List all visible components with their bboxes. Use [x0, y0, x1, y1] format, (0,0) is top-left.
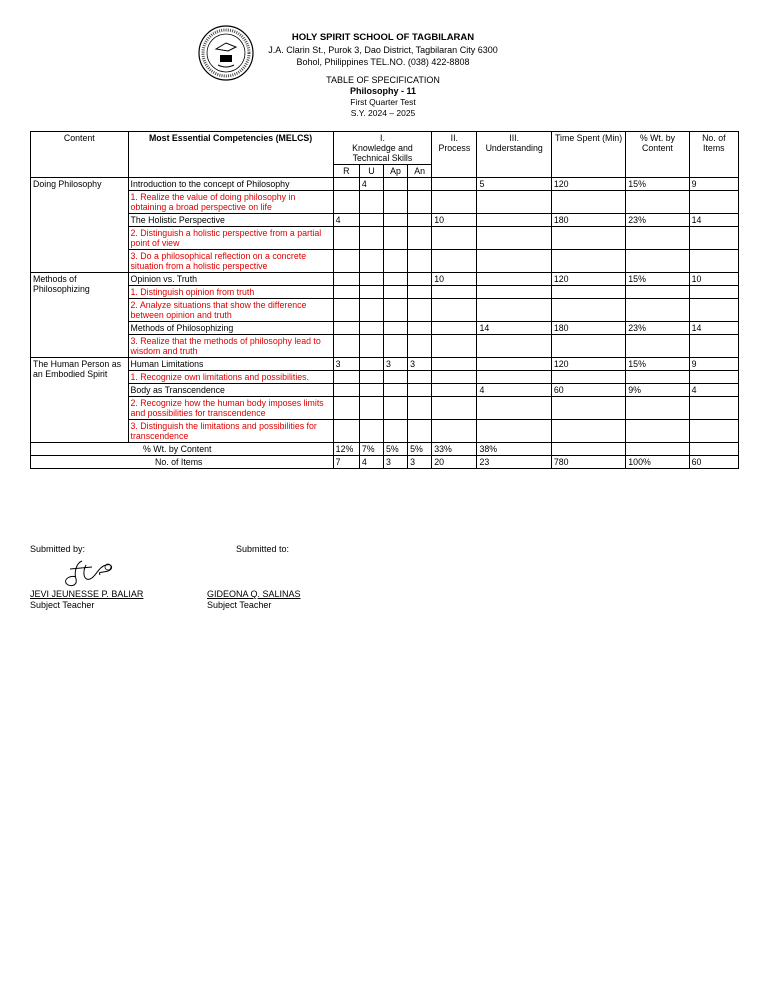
total-r: 7	[333, 456, 359, 469]
cell-process: 10	[432, 273, 477, 286]
cell-weight: 15%	[626, 273, 689, 286]
competency-cell: 3. Do a philosophical reflection on a concrete situation from a holistic perspective	[128, 250, 333, 273]
cell-time: 180	[551, 322, 625, 335]
weight-row	[31, 443, 739, 456]
competency-cell: Opinion vs. Truth	[128, 273, 333, 286]
competency-cell: 2. Analyze situations that show the difference between opinion and truth	[128, 299, 333, 322]
competency-cell: 2. Distinguish a holistic perspective from a partial point of view	[128, 227, 333, 250]
cell-ap: 3	[383, 358, 407, 371]
total-understanding: 23	[477, 456, 551, 469]
table-row	[31, 384, 739, 397]
competency-cell: Methods of Philosophizing	[128, 322, 333, 335]
content-cell: Doing Philosophy	[31, 178, 129, 273]
total-u: 4	[359, 456, 383, 469]
cell-items: 14	[689, 214, 738, 227]
table-row	[31, 273, 739, 286]
competency-cell: 3. Realize that the methods of philosophy lead to wisdom and truth	[128, 335, 333, 358]
table-row	[31, 358, 739, 371]
table-header-row	[31, 132, 739, 165]
col-header-ap: Ap	[383, 165, 407, 178]
table-row	[31, 397, 739, 420]
spec-subject: Philosophy - 11	[349, 86, 416, 96]
totals-row	[31, 456, 739, 469]
school-address-1: J.A. Clarin St., Purok 3, Dao District, Tagbilaran City 6300	[268, 45, 498, 55]
cell-time: 120	[551, 178, 625, 191]
submitted-by-name: JEVI JEUNESSE P. BALIAR	[30, 589, 144, 599]
cell-weight: 15%	[626, 178, 689, 191]
competency-cell: Body as Transcendence	[128, 384, 333, 397]
table-row	[31, 371, 739, 384]
school-name: HOLY SPIRIT SCHOOL OF TAGBILARAN	[291, 32, 475, 43]
competency-cell: Introduction to the concept of Philosophy	[128, 178, 333, 191]
submitted-by-block	[30, 589, 143, 611]
specification-table	[30, 131, 739, 469]
col-header-u: U	[359, 165, 383, 178]
cell-time: 180	[551, 214, 625, 227]
weight-u: 7%	[359, 443, 383, 456]
col-header-time: Time Spent (Min)	[551, 132, 625, 178]
table-row	[31, 322, 739, 335]
weight-ap: 5%	[383, 443, 407, 456]
totals-row-label: No. of Items	[31, 456, 334, 469]
competency-cell: 3. Distinguish the limitations and possibilities for transcendence	[128, 420, 333, 443]
table-row	[31, 178, 739, 191]
submitted-by-label: Submitted by:	[30, 544, 86, 554]
cell-weight: 23%	[626, 214, 689, 227]
competency-cell: 1. Distinguish opinion from truth	[128, 286, 333, 299]
table-row	[31, 250, 739, 273]
cell-understanding: 5	[477, 178, 551, 191]
table-row	[31, 214, 739, 227]
cell-an: 3	[408, 358, 432, 371]
weight-an: 5%	[408, 443, 432, 456]
table-row	[31, 227, 739, 250]
total-ap: 3	[383, 456, 407, 469]
total-an: 3	[408, 456, 432, 469]
spec-title: TABLE OF SPECIFICATION	[326, 75, 440, 85]
competency-cell: Human Limitations	[128, 358, 333, 371]
table-row	[31, 299, 739, 322]
cell-time: 60	[551, 384, 625, 397]
competency-cell: The Holistic Perspective	[128, 214, 333, 227]
table-row	[31, 191, 739, 214]
spec-header	[200, 75, 566, 119]
cell-understanding: 4	[477, 384, 551, 397]
weight-row-label: % Wt. by Content	[31, 443, 334, 456]
submitted-to-block	[207, 589, 301, 611]
cell-r: 3	[333, 358, 359, 371]
weight-r: 12%	[333, 443, 359, 456]
spec-exam: First Quarter Test	[350, 97, 416, 107]
cell-items: 4	[689, 384, 738, 397]
total-weight: 100%	[626, 456, 689, 469]
total-process: 20	[432, 456, 477, 469]
cell-process: 10	[432, 214, 477, 227]
col-header-items: No. of Items	[689, 132, 738, 178]
weight-process: 33%	[432, 443, 477, 456]
cell-r: 4	[333, 214, 359, 227]
submitted-to-name: GIDEONA Q. SALINAS	[207, 589, 301, 599]
col-header-process: II. Process	[432, 132, 477, 178]
total-time: 780	[551, 456, 625, 469]
cell-u: 4	[359, 178, 383, 191]
cell-understanding: 14	[477, 322, 551, 335]
col-header-r: R	[333, 165, 359, 178]
cell-weight: 9%	[626, 384, 689, 397]
spec-school-year: S.Y. 2024 – 2025	[350, 108, 416, 118]
cell-weight: 23%	[626, 322, 689, 335]
submitted-to-label: Submitted to:	[236, 544, 290, 554]
table-row	[31, 335, 739, 358]
cell-time: 120	[551, 358, 625, 371]
submitted-to-role: Subject Teacher	[207, 600, 272, 610]
competency-cell: 2. Recognize how the human body imposes limits and possibilities for transcendence	[128, 397, 333, 420]
school-address-2: Bohol, Philippines TEL.NO. (038) 422-8808	[296, 57, 470, 67]
total-items: 60	[689, 456, 738, 469]
col-header-content: Content	[31, 132, 129, 178]
cell-items: 9	[689, 178, 738, 191]
school-header	[200, 32, 566, 68]
col-header-an: An	[408, 165, 432, 178]
cell-items: 10	[689, 273, 738, 286]
cell-time: 120	[551, 273, 625, 286]
content-cell: Methods of Philosophizing	[31, 273, 129, 358]
content-cell: The Human Person as an Embodied Spirit	[31, 358, 129, 443]
col-header-understanding: III. Understanding	[477, 132, 551, 178]
table-row	[31, 420, 739, 443]
cell-items: 14	[689, 322, 738, 335]
col-header-knowledge: I. Knowledge and Technical Skills	[333, 132, 432, 165]
weight-understanding: 38%	[477, 443, 551, 456]
col-header-weight: % Wt. by Content	[626, 132, 689, 178]
cell-items: 9	[689, 358, 738, 371]
col-header-melcs: Most Essential Competencies (MELCS)	[128, 132, 333, 178]
table-row	[31, 286, 739, 299]
competency-cell: 1. Realize the value of doing philosophy in obtaining a broad perspective on life	[128, 191, 333, 214]
cell-weight: 15%	[626, 358, 689, 371]
submitted-by-role: Subject Teacher	[30, 600, 95, 610]
signature-image	[62, 557, 120, 589]
competency-cell: 1. Recognize own limitations and possibilities.	[128, 371, 333, 384]
